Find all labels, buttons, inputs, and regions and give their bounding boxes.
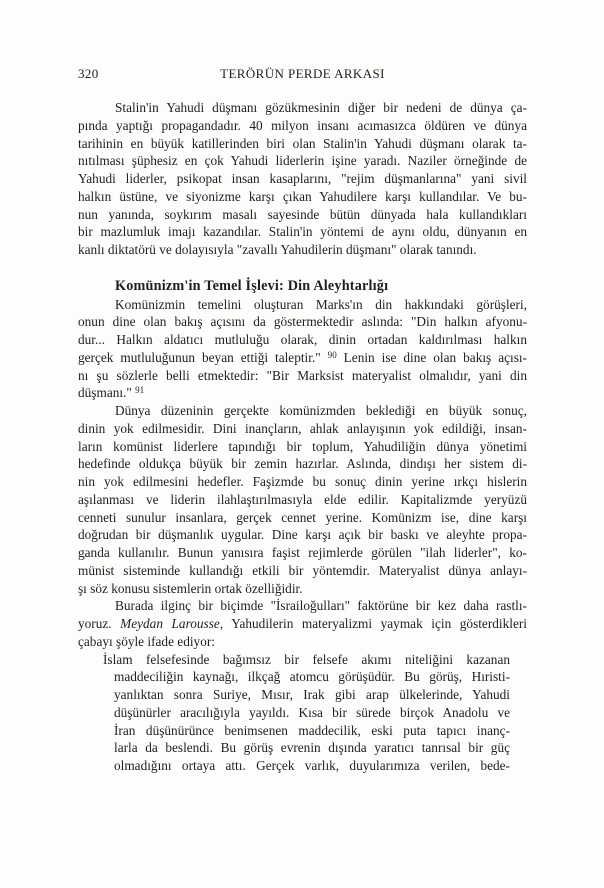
text-line: hedefinde oldukça büyük bir zemin hazırlar. Aslında, dindışı her sistem di- [78, 456, 527, 472]
italic-text: Meydan Larousse [120, 616, 220, 631]
text-line: düşmanı." $^{91}$ [78, 385, 145, 401]
text-line: Stalin'in Yahudi düşmanı gözükmesinin diğer bir nedeni de dünya ça- [115, 100, 527, 115]
text-line: Burada ilginç bir biçimde "İsrailoğulları" faktörüne bir kez daha rastlı- [115, 598, 527, 614]
text-line: cenneti sunulur insanlara, gerçek cennet yerine. Komünizm ise, dine karşı [78, 509, 527, 525]
text-line: münist sisteminde kullandığı etkili bir yöntemdir. Materyalist dünya anlayı- [78, 562, 527, 578]
text-line: dinin yok edilmesidir. Dini inançların, ahlak anlayışının yok edildiği, insan- [78, 420, 527, 436]
footnote-ref: 91 [135, 385, 145, 396]
footnote-ref: 90 [327, 349, 337, 360]
text-line: onun dine olan bakış açısını da göstermektedir aslında: "Din halkın afyonu- [78, 314, 527, 330]
text-line: ların komünist liderlere tapındığı bir toplum, Yahudiliğin dünya yönetimi [78, 438, 527, 454]
text-line: tarihinin en büyük katillerinden biri olan Stalin'in Yahudi düşmanı olarak ta- [78, 135, 527, 151]
text-line: ganda kullanılır. Bunun yanısıra faşist rejimlerde görülen "ilah liderler", ko- [78, 545, 527, 560]
paragraph [78, 597, 527, 650]
text-line: maddeciliğin kaynağı, ilkçağ atomcu görüşüdür. Bu görüş, Hıristi- [114, 669, 510, 685]
paragraph [78, 99, 527, 259]
text-line: gerçek mutluluğunun beyan ettiği taleptir." $^{90}$ Lenin ise dine olan bakış açısı- [78, 349, 527, 365]
text-line: Komünizmin temelini oluşturan Marks'ın din hakkındaki görüşleri, [115, 296, 527, 312]
text-line: bir mazlumluk imajı kazandılar. Stalin'in yöntemi de aynı oldu, dünyanın en [78, 224, 527, 240]
text-line: nı şu sözlerle belli etmektedir: "Bir Marksist materyalist olmalıdır, yani din [78, 367, 527, 383]
block-quote [103, 651, 510, 775]
text-line: İslam felsefesinde bağımsız bir felsefe akımı niteliğini kazanan [103, 651, 510, 667]
page-number: 320 [78, 66, 99, 81]
text-line: aşılanması ve liderin ilahlaştırılmasıyla elde edilir. Kapitalizmde yeryüzü [78, 491, 527, 507]
text-line: yanlıktan sonra Suriye, Mısır, Irak gibi arap ülkelerinde, Yahudi [114, 687, 510, 702]
text-line: halkın üstüne, ve siyonizme karşı çıkan Yahudilere karşı kullandılar. Ve bu- [78, 188, 527, 204]
running-title: TERÖRÜN PERDE ARKASI [220, 66, 385, 81]
text-line: çabayı şöyle ifade ediyor: [78, 633, 215, 649]
text-line: Dünya düzeninin gerçekte komünizmden beklediği en büyük sonuç, [115, 403, 527, 418]
text-line: nun yanında, soykırım masalı sayesinde bütün dünyada hala kullandıkları [78, 206, 527, 222]
text-line: düşünürler aracılığıyla yayıldı. Kısa bir sürede birçok Anadolu ve [114, 704, 510, 720]
text-line: yoruz. Meydan Larousse, Yahudilerin materyalizmi yaymak için gösterdikleri [78, 616, 527, 631]
paragraph [78, 402, 527, 597]
text-line: doğrudan bir düşmanlık uygular. Dine karşı açık bir baskı ve aleyhte propa- [78, 527, 527, 543]
page-body [78, 99, 527, 775]
text-line: dur... Halkın aldatıcı mutluluğu olarak, dinin ortadan kaldırılması halkın [78, 332, 527, 347]
paragraph [78, 296, 527, 403]
page-header [78, 66, 527, 82]
text-line: kanlı diktatörü ve dolayısıyla "zavallı Yahudilerin düşmanı" olarak tanındı. [78, 242, 477, 257]
text-line: olmadığını ortaya attı. Gerçek varlık, duyularımıza verilen, bede- [114, 758, 510, 773]
text-line: şı söz konusu sistemlerin ortak özelliğidir. [78, 580, 303, 596]
text-line: İran düşünürünce benimsenen maddecilik, eski puta tapıcı inanç- [114, 722, 510, 738]
text-line: larla da beslendi. Bu görüş evrenin dışında yaratıcı tanrısal bir güç [114, 740, 510, 756]
text-line: pında yaptığı propagandadır. 40 milyon insanı acımasızca öldüren ve dünya [78, 117, 527, 133]
text-line: nıtılması şüphesiz en çok Yahudi liderlerin işine yaradı. Naziler örneğinde de [78, 153, 527, 169]
text-line: nin yok edilmesini hedefler. Faşizmde bu sonuç dinin yerine ırkçı hislerin [78, 474, 527, 489]
text-line: Yahudi liderler, psikopat insan kasaplarını, "rejim düşmanlarına" yani sivil [78, 171, 527, 186]
section-heading: Komünizm'in Temel İşlevi: Din Aleyhtarlığı [115, 277, 389, 294]
